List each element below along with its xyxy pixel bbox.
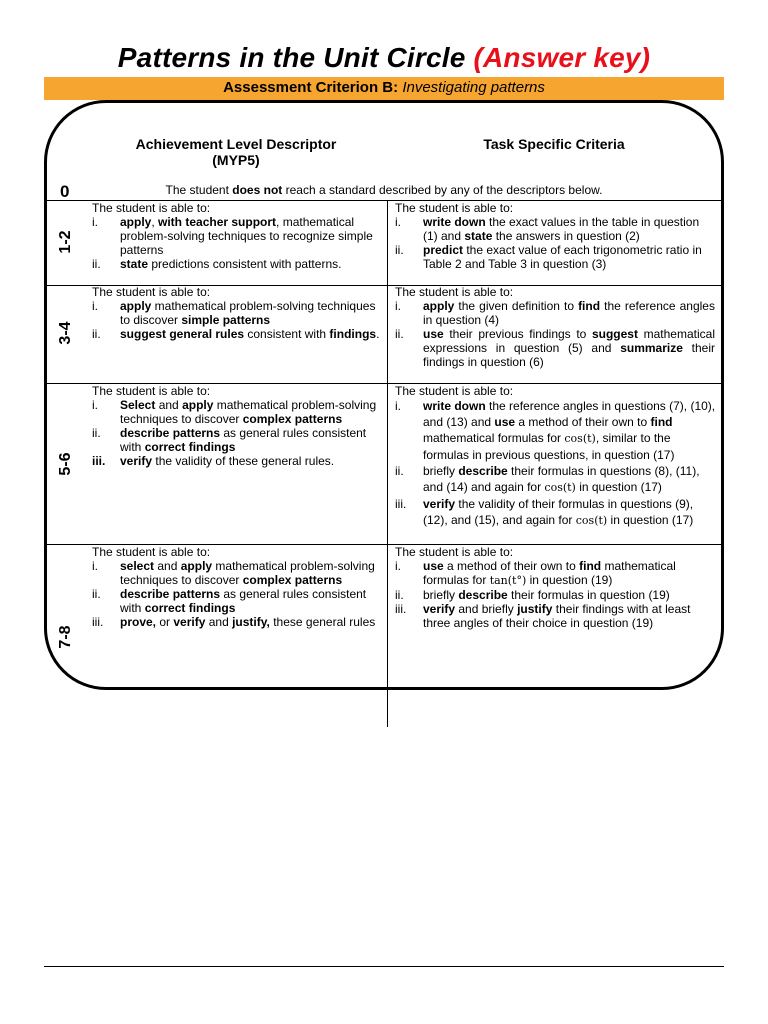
level-0-label: 0 [60, 182, 70, 201]
text: briefly [423, 464, 459, 478]
text: or [156, 615, 174, 629]
item-number: ii. [92, 327, 101, 341]
item-number: ii. [395, 588, 404, 602]
text: the reference angles in question (4) [423, 299, 715, 327]
bold-text: with teacher support [158, 215, 277, 229]
list-item [92, 215, 382, 257]
list-item [92, 559, 382, 587]
page-title [0, 42, 768, 74]
level-0-descriptor [44, 183, 724, 197]
text: and [155, 398, 183, 412]
text: the given definition to [454, 299, 579, 313]
row-3-4-descriptor [92, 285, 382, 341]
item-number: ii. [395, 243, 404, 257]
bold-text: complex patterns [242, 412, 343, 426]
intro-text: The student is able to: [92, 201, 211, 215]
bold-text: suggest general rules [120, 327, 245, 341]
text: mathematical formulas for [423, 431, 565, 445]
list-item [92, 587, 382, 615]
bold-text: write down [423, 399, 486, 413]
title-main: Patterns in the Unit Circle [117, 42, 466, 73]
bold-text: verify [120, 454, 153, 468]
text: their previous findings to [443, 327, 592, 341]
text: , similar to the formulas in previous questions, in question (17) [423, 431, 675, 462]
text: predictions consistent with patterns. [148, 257, 342, 271]
item-number: ii. [92, 587, 101, 601]
column-divider [387, 200, 388, 727]
item-number: i. [92, 299, 98, 313]
bold-text: find [578, 299, 601, 313]
bold-text: use [423, 327, 444, 341]
row-1-2-criteria [395, 201, 717, 271]
item-number: ii. [395, 327, 404, 341]
math-expression: tan(t°) [489, 574, 527, 587]
list-item [395, 398, 717, 463]
intro-text: The student is able to: [92, 384, 211, 398]
bold-text: write down [423, 215, 486, 229]
intro-text: The student is able to: [395, 384, 514, 398]
bold-text: findings [329, 327, 377, 341]
bold-text: summarize [620, 341, 683, 355]
row-7-8-descriptor [92, 545, 382, 629]
item-number: iii. [92, 454, 106, 468]
intro-text: The student is able to: [92, 285, 211, 299]
text: mathematical expressions in question (5) and [423, 327, 715, 355]
text: in question (19) [526, 573, 613, 587]
text: their formulas in question (19) [507, 588, 670, 602]
list-item [92, 398, 382, 426]
bold-text: verify [173, 615, 206, 629]
list-item [395, 463, 717, 496]
bold-text: select [120, 559, 155, 573]
header-right: Task Specific Criteria [483, 136, 625, 152]
text: , [151, 215, 159, 229]
row-5-6-descriptor [92, 384, 382, 468]
item-number: i. [92, 398, 98, 412]
title-answer-key: (Answer key) [473, 42, 651, 73]
row-7-8-criteria [395, 545, 717, 630]
banner-topic: Investigating patterns [402, 79, 545, 96]
bold-text: describe [458, 464, 508, 478]
footer-rule [44, 966, 724, 967]
bold-text: apply [120, 299, 152, 313]
text: the exact values in the table in question (1) and [423, 215, 700, 243]
header-left-line2: (MYP5) [212, 152, 260, 168]
level-7-8-label: 7-8 [57, 625, 74, 649]
bold-text: suggest [591, 327, 638, 341]
list-item [92, 426, 382, 454]
text: the answers in question (2) [492, 229, 640, 243]
list-item [92, 454, 382, 468]
text: mathematical formulas for [423, 559, 676, 587]
level-1-2-label: 1-2 [57, 230, 74, 254]
text: consistent with [244, 327, 330, 341]
bold-text: find [650, 415, 673, 429]
item-number: iii. [395, 602, 407, 616]
text: their formulas in questions (8), (11), and (14) and again for [423, 464, 700, 494]
bold-text: Select [120, 398, 156, 412]
bold-text: simple patterns [181, 313, 271, 327]
list-item [395, 559, 717, 588]
math-expression: cos(t) [564, 432, 596, 445]
bold-text: use [494, 415, 516, 429]
intro-text: The student is able to: [395, 201, 514, 215]
item-number: iii. [92, 615, 104, 629]
text: mathematical problem-solving techniques to discover [120, 299, 376, 327]
text: the validity of these general rules. [152, 454, 335, 468]
item-number: i. [395, 215, 401, 229]
text: the exact value of each trigonometric ratio in Table 2 and Table 3 in question (3) [423, 243, 702, 271]
text: their findings in question (6) [423, 341, 715, 369]
text: these general rules [269, 615, 376, 629]
list-item [395, 327, 715, 369]
row-3-4-criteria [395, 285, 715, 369]
bold-text: describe patterns [120, 426, 221, 440]
text: . [376, 327, 380, 341]
bold-text: describe patterns [120, 587, 221, 601]
math-expression: cos(t) [575, 514, 608, 527]
text: briefly [423, 588, 459, 602]
criterion-banner [44, 77, 724, 100]
bold-text: prove, [120, 615, 157, 629]
list-item [395, 496, 717, 529]
text: mathematical problem-solving techniques to discover [120, 398, 377, 426]
bold-text: justify [517, 602, 553, 616]
item-number: i. [92, 215, 98, 229]
level-3-4-label: 3-4 [57, 321, 74, 345]
header-left-line1: Achievement Level Descriptor [135, 136, 337, 152]
bold-text: justify, [232, 615, 270, 629]
list-item [395, 243, 717, 271]
text: in question (17) [575, 480, 662, 494]
bold-text: correct findings [144, 601, 236, 615]
list-item [395, 602, 717, 630]
text: , mathematical problem-solving techniques to recognize simple patterns [120, 215, 373, 257]
bold-text: use [423, 559, 444, 573]
text: a method of their own to [443, 559, 580, 573]
text: and briefly [455, 602, 518, 616]
text: as general rules consistent with [120, 426, 367, 454]
list-item [395, 588, 717, 602]
list-item [92, 615, 382, 629]
item-number: i. [395, 399, 401, 413]
item-number: iii. [395, 497, 407, 511]
text: mathematical problem-solving techniques to discover [120, 559, 375, 587]
text: as general rules consistent with [120, 587, 367, 615]
bold-text: apply [182, 398, 214, 412]
item-number: ii. [92, 426, 101, 440]
bold-text: verify [423, 497, 456, 511]
bold-text: apply [180, 559, 213, 573]
math-expression: cos(t) [544, 481, 576, 494]
bold-text: verify [423, 602, 456, 616]
list-item [395, 299, 715, 327]
item-number: i. [395, 559, 401, 573]
text: the reference angles in questions (7), (10), and (13) and [423, 399, 716, 429]
level-0-pre: The student [165, 183, 233, 197]
row-5-6-criteria [395, 384, 717, 529]
level-5-6-label: 5-6 [57, 452, 74, 476]
list-item [92, 299, 382, 327]
bold-text: predict [423, 243, 464, 257]
bold-text: apply [423, 299, 455, 313]
row-1-2-descriptor [92, 201, 382, 271]
list-item [395, 215, 717, 243]
text: a method of their own to [515, 415, 651, 429]
list-item [92, 257, 382, 271]
item-number: ii. [395, 464, 404, 478]
text: the validity of their formulas in questions (9), (12), and (15), and again for [423, 497, 694, 527]
level-0-post: reach a standard described by any of the descriptors below. [282, 183, 603, 197]
list-item [92, 327, 382, 341]
header-left [118, 136, 354, 168]
bold-text: state [120, 257, 149, 271]
bold-text: complex patterns [242, 573, 343, 587]
bold-text: describe [458, 588, 508, 602]
bold-text: find [579, 559, 602, 573]
bold-text: correct findings [144, 440, 236, 454]
text: and [154, 559, 181, 573]
text: in question (17) [607, 513, 694, 527]
intro-text: The student is able to: [395, 285, 514, 299]
intro-text: The student is able to: [92, 545, 211, 559]
bold-text: state [464, 229, 493, 243]
intro-text: The student is able to: [395, 545, 514, 559]
banner-label: Assessment Criterion B: [223, 79, 399, 96]
item-number: i. [92, 559, 98, 573]
item-number: i. [395, 299, 401, 313]
text: their findings with at least three angles of their choice in question (19) [423, 602, 691, 630]
text: and [205, 615, 233, 629]
item-number: ii. [92, 257, 101, 271]
bold-text: apply [120, 215, 152, 229]
level-0-bold: does not [232, 183, 283, 197]
